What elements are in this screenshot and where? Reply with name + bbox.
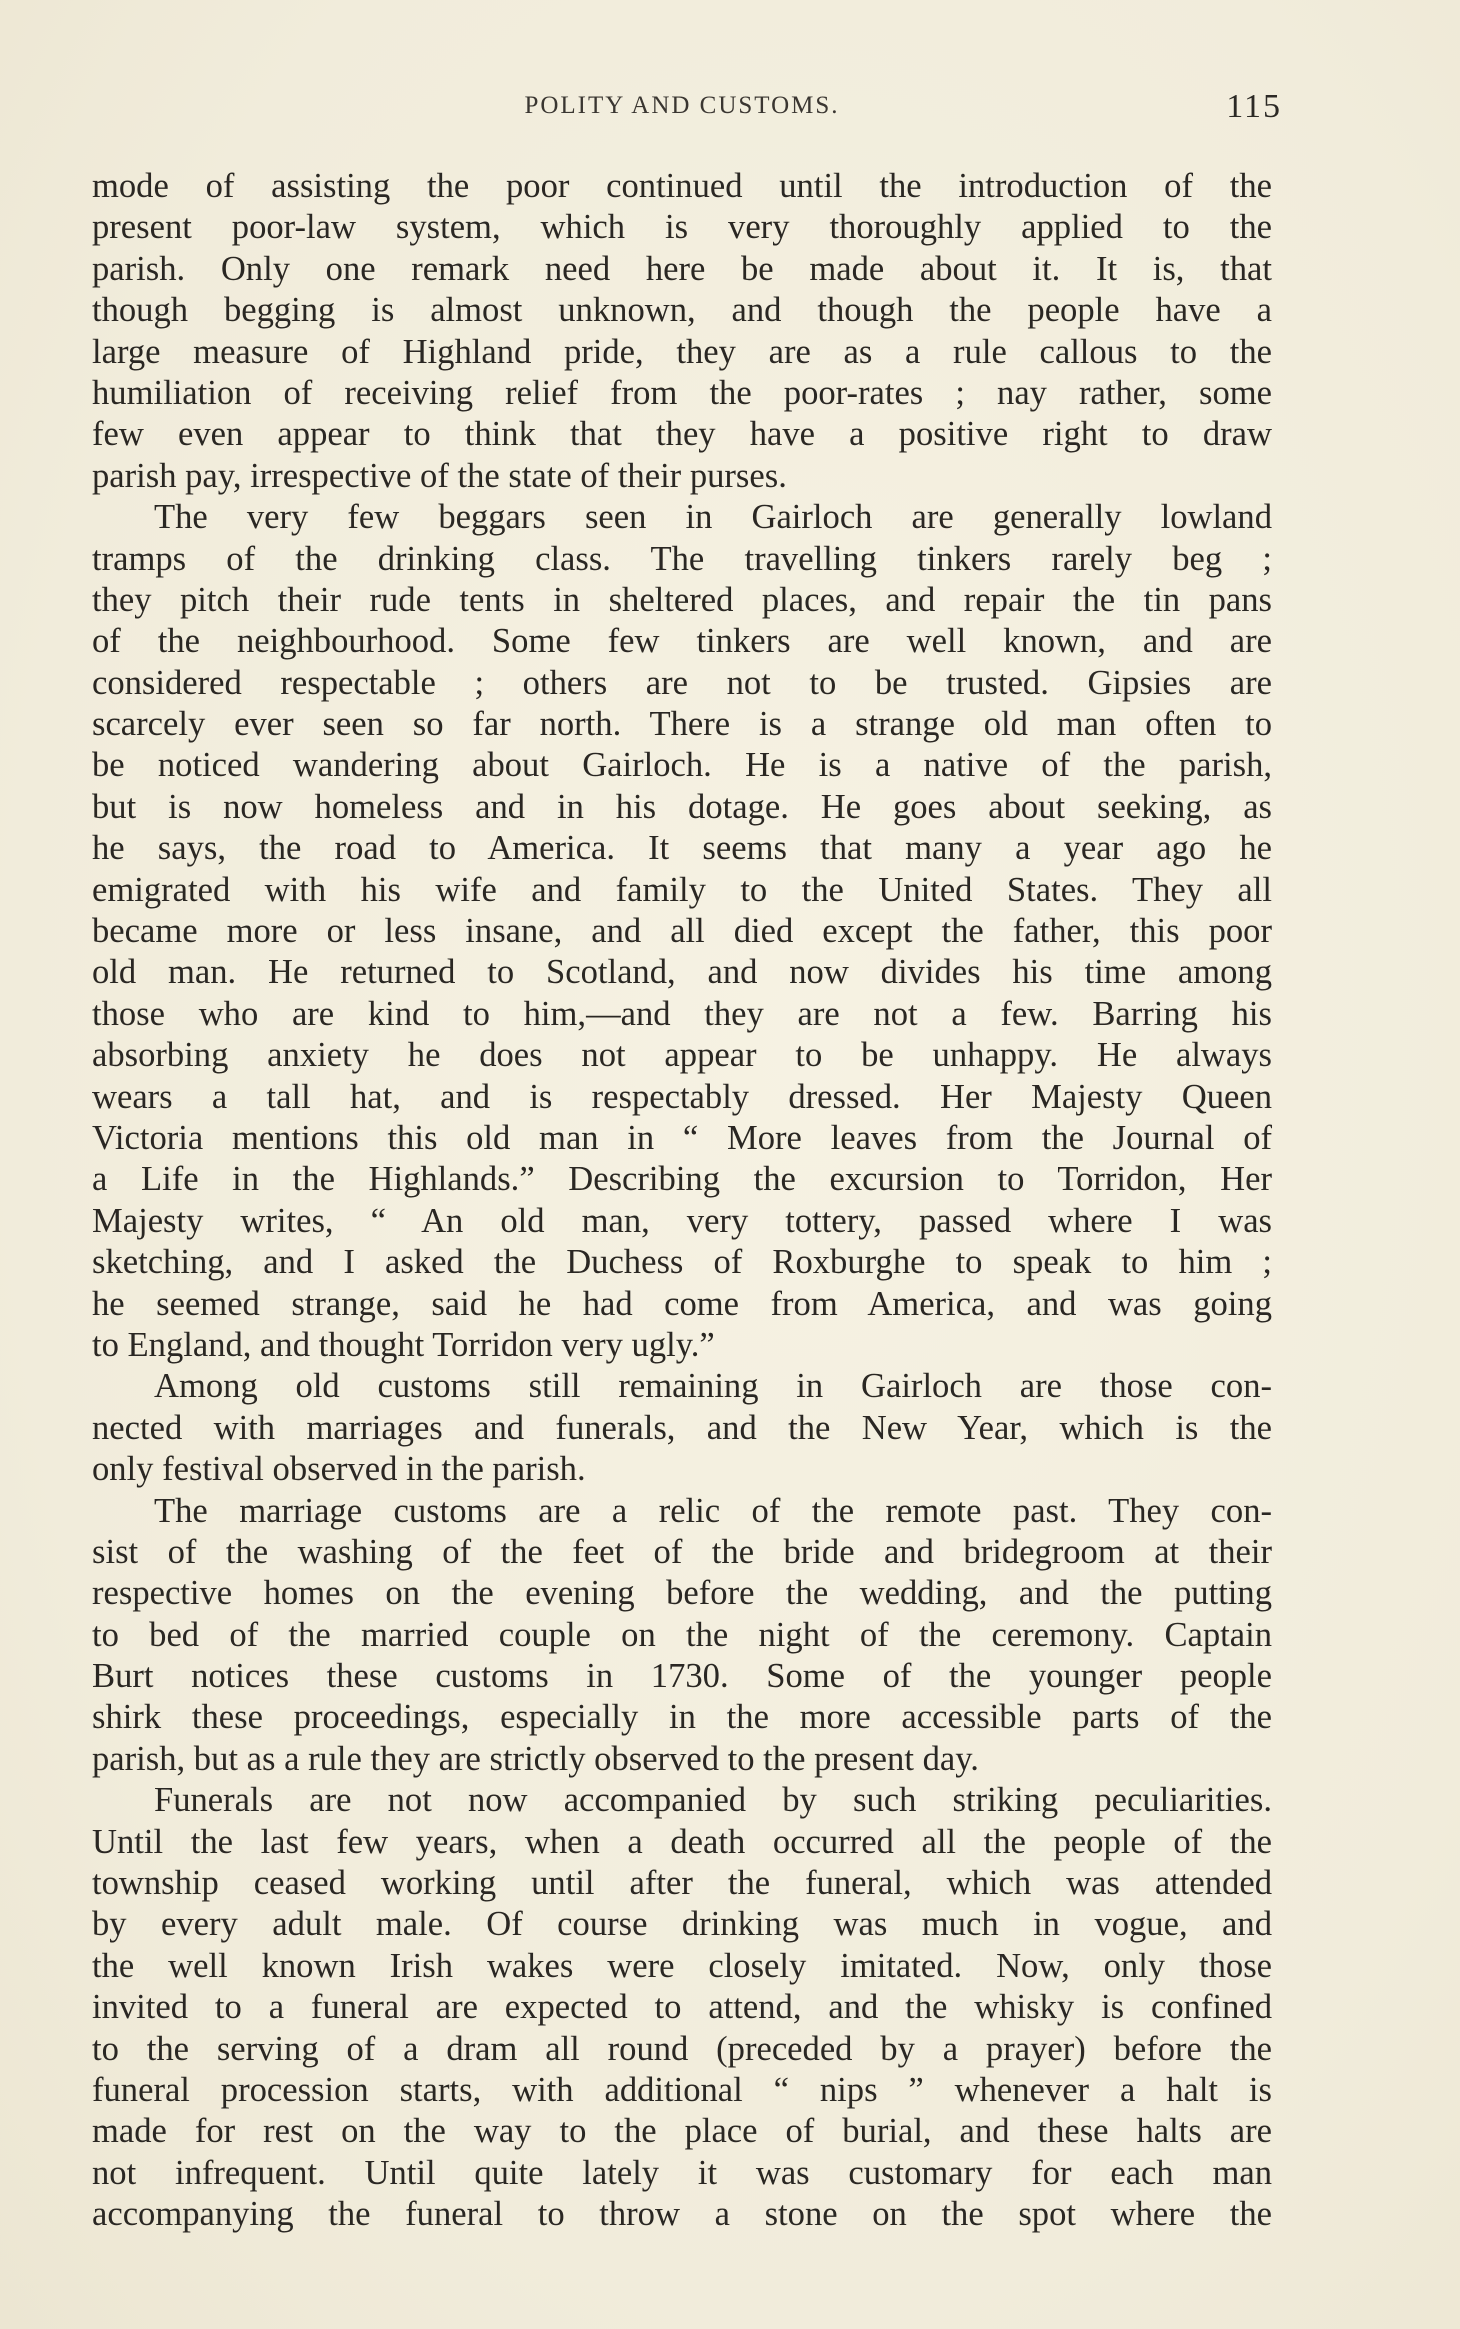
text-line: parish pay, irrespective of the state of their purses. [92,456,787,495]
text-line: The marriage customs are a relic of the remote past. They con- [154,1491,1272,1530]
text-line: township ceased working until after the funeral, which was attended [92,1864,1272,1903]
text-line: those who are kind to him,—and they are not a few. Barring his [92,994,1272,1033]
text-line: made for rest on the way to the place of burial, and these halts are [92,2112,1272,2151]
text-line: Victoria mentions this old man in “ More leaves from the Journal of [92,1118,1272,1157]
text-line: large measure of Highland pride, they are as a rule callous to the [92,332,1272,371]
text-line: Majesty writes, “ An old man, very tottery, passed where I was [92,1201,1272,1240]
running-head [92,88,1282,132]
text-line: old man. He returned to Scotland, and now divides his time among [92,953,1272,992]
text-line: not infrequent. Until quite lately it was customary for each man [92,2153,1272,2192]
text-line: few even appear to think that they have a positive right to draw [92,415,1272,454]
text-line: respective homes on the evening before the wedding, and the putting [92,1574,1272,1613]
text-line: though begging is almost unknown, and though the people have a [92,291,1272,330]
text-line: accompanying the funeral to throw a stone on the spot where the [92,2195,1272,2234]
text-line: wears a tall hat, and is respectably dressed. Her Majesty Queen [92,1077,1272,1116]
text-line: humiliation of receiving relief from the poor-rates ; nay rather, some [92,373,1272,412]
text-line: scarcely ever seen so far north. There is a strange old man often to [92,705,1272,744]
text-line: invited to a funeral are expected to attend, and the whisky is confined [92,1988,1272,2027]
text-line: to the serving of a dram all round (preceded by a prayer) before the [92,2029,1272,2068]
text-line: Among old customs still remaining in Gairloch are those con- [154,1367,1272,1406]
text-line: by every adult male. Of course drinking was much in vogue, and [92,1905,1272,1944]
text-line: mode of assisting the poor continued until the introduction of the [92,167,1272,205]
text-line: The very few beggars seen in Gairloch are generally lowland [154,498,1272,537]
text-line: emigrated with his wife and family to the United States. They all [92,870,1272,909]
text-line: shirk these proceedings, especially in the more accessible parts of the [92,1698,1272,1737]
text-line: be noticed wandering about Gairloch. He is a native of the parish, [92,746,1272,785]
text-line: nected with marriages and funerals, and the New Year, which is the [92,1408,1272,1447]
body-text [92,166,1272,2236]
text-line: they pitch their rude tents in sheltered places, and repair the tin pans [92,580,1272,619]
text-line: funeral procession starts, with additional “ nips ” whenever a halt is [92,2070,1272,2109]
text-line: absorbing anxiety he does not appear to be unhappy. He always [92,1036,1272,1075]
text-line: to bed of the married couple on the night of the ceremony. Captain [92,1615,1272,1654]
text-line: Burt notices these customs in 1730. Some of the younger people [92,1657,1272,1696]
text-line: only festival observed in the parish. [92,1450,586,1489]
running-title: POLITY AND CUSTOMS. [524,92,840,119]
text-line: of the neighbourhood. Some few tinkers are well known, and are [92,622,1272,661]
text-line: present poor-law system, which is very thoroughly applied to the [92,208,1272,247]
text-line: Until the last few years, when a death occurred all the people of the [92,1822,1272,1861]
text-line: considered respectable ; others are not to be trusted. Gipsies are [92,663,1272,702]
text-line: sist of the washing of the feet of the bride and bridegroom at their [92,1532,1272,1571]
text-line: a Life in the Highlands.” Describing the excursion to Torridon, Her [92,1160,1272,1199]
text-line: Funerals are not now accompanied by such striking peculiarities. [154,1781,1272,1820]
text-line: sketching, and I asked the Duchess of Roxburghe to speak to him ; [92,1243,1272,1282]
text-line: became more or less insane, and all died except the father, this poor [92,912,1272,951]
text-line: to England, and thought Torridon very ugly.” [92,1325,715,1364]
text-line: tramps of the drinking class. The travelling tinkers rarely beg ; [92,539,1272,578]
page-number: 115 [1226,88,1282,125]
text-line: parish, but as a rule they are strictly observed to the present day. [92,1739,979,1778]
text-line: the well known Irish wakes were closely imitated. Now, only those [92,1946,1272,1985]
text-line: he says, the road to America. It seems that many a year ago he [92,829,1272,868]
text-line: parish. Only one remark need here be made about it. It is, that [92,249,1272,288]
text-line: but is now homeless and in his dotage. He goes about seeking, as [92,787,1272,826]
text-line: he seemed strange, said he had come from America, and was going [92,1284,1272,1323]
